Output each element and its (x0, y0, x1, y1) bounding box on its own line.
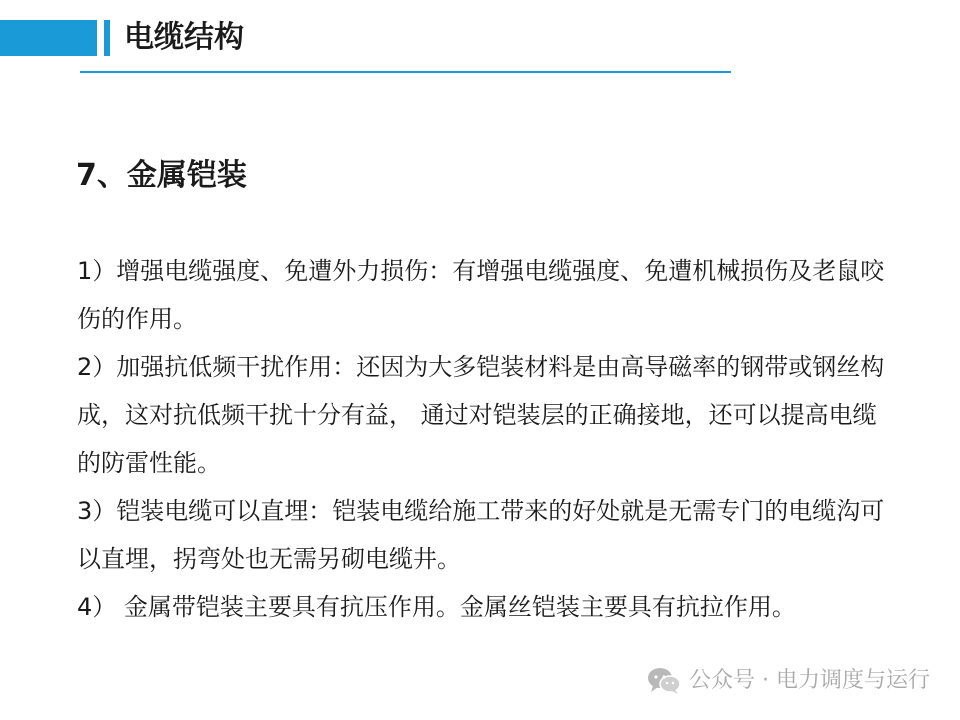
header-accent-bar (104, 20, 110, 56)
watermark-text: 公众号 · 电力调度与运行 (689, 668, 930, 693)
header-color-bar (0, 20, 97, 56)
body-content (77, 247, 897, 631)
header-divider (80, 71, 731, 73)
watermark (647, 664, 930, 698)
wechat-icon (647, 667, 681, 695)
page-title: 电缆结构 (124, 20, 244, 55)
paragraph-1: 1）增强电缆强度、免遭外力损伤：有增强电缆强度、免遭机械损伤及老鼠咬伤的作用。 (77, 257, 885, 333)
paragraph-4: 4） 金属带铠装主要具有抗压作用。金属丝铠装主要具有抗拉作用。 (77, 593, 796, 621)
paragraph-3: 3）铠装电缆可以直埋：铠装电缆给施工带来的好处就是无需专门的电缆沟可以直埋，拐弯处也无需另砌电缆井。 (77, 497, 885, 573)
paragraph-2: 2）加强抗低频干扰作用：还因为大多铠装材料是由高导磁率的钢带或钢丝构成，这对抗低频干扰十分有益， 通过对铠装层的正确接地，还可以提高电缆的防雷性能。 (77, 353, 885, 477)
section-heading: 7、金属铠装 (76, 158, 247, 193)
